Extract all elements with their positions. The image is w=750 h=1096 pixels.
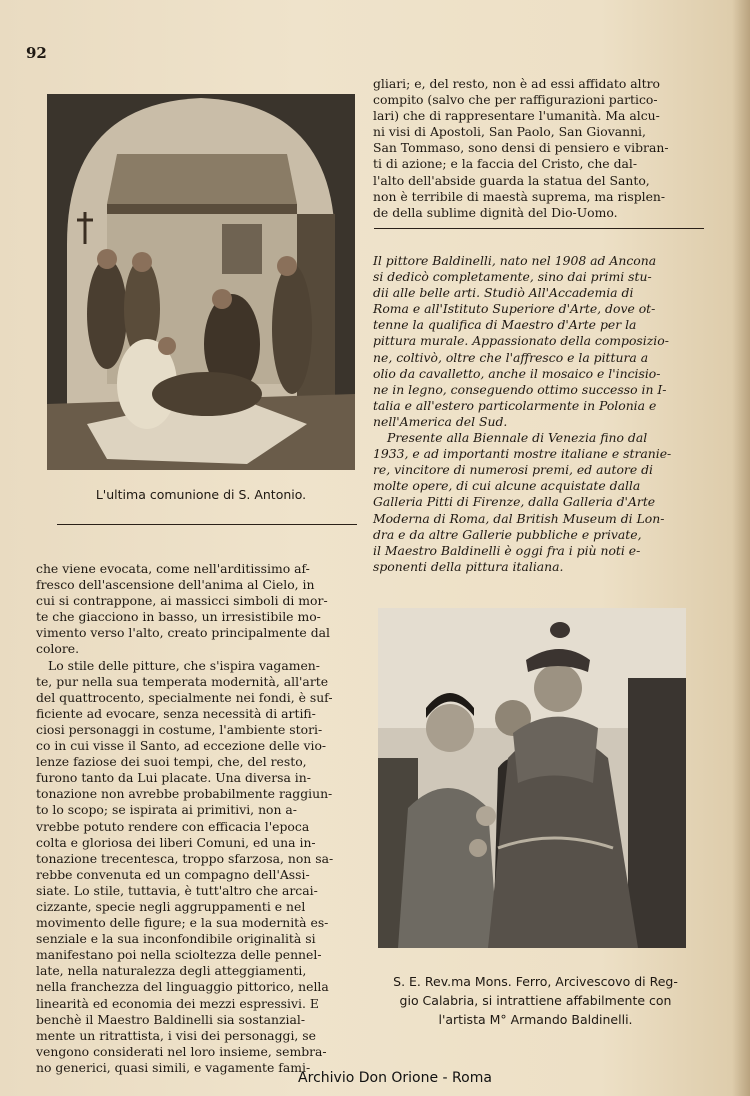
archive-footer: Archivio Don Orione - Roma [298,1070,492,1086]
text-line: vrebbe potuto rendere con efficacia l'epoca [36,818,310,834]
page-edge-shadow [732,0,750,1096]
text-line: nell'America del Sud. [373,413,508,429]
text-line: gliari; e, del resto, non è ad essi affidato altro [373,76,660,91]
painting-caption: L'ultima comunione di S. Antonio. [95,487,307,502]
text-line: pittura murale. Appassionato della composizio- [373,333,669,349]
text-line: olio da cavalletto, anche il mosaico e l'incisio- [373,365,661,381]
text-line: to lo scopo; se ispirata ai primitivi, non a- [36,802,297,818]
text-line: tonazione non avrebbe probabilmente raggiun- [36,786,333,802]
text-line: 1933, e ad importanti mostre italiane e stranie- [373,446,672,462]
text-line: benchè il Maestro Baldinelli sia sostanzial- [36,1011,306,1027]
text-line: non è terribile di maestà suprema, ma risplen- [373,188,666,204]
text-line: del quattrocento, specialmente nei fondi, è suf- [36,689,333,705]
text-line: co in cui visse il Santo, ad eccezione delle vio- [36,738,327,754]
text-line: il Maestro Baldinelli è oggi fra i più noti e- [373,542,641,558]
archbishop-illustration [378,608,686,948]
text-line: senziale e la sua inconfondibile originalità si [36,931,316,947]
text-line: mente un ritrattista, i visi dei personaggi, se [36,1027,316,1043]
text-line: no generici, quasi simili, e vagamente fami- [36,1059,311,1075]
article-right-top [373,76,703,221]
text-line: vimento verso l'alto, creato principalmente dal [36,625,330,641]
text-line: colta e gloriosa dei liberi Comuni, ed una in- [36,834,316,850]
divider-left [57,524,357,525]
text-line: San Tommaso, sono densi di pensiero e vibran- [373,140,669,156]
divider-right [374,228,704,229]
text-line: tenne la qualifica di Maestro d'Arte per la [373,317,637,333]
text-line: dra e da altre Gallerie pubbliche e private, [373,526,642,542]
archbishop-caption [373,972,698,1029]
text-line: sponenti della pittura italiana. [373,558,564,574]
text-line: Galleria Pitti di Firenze, dalla Galleria d'Arte [373,494,656,510]
caption-line: S. E. Rev.ma Mons. Ferro, Arcivescovo di Reg- [393,974,678,989]
text-line: movimento delle figure; e la sua modernità es- [36,915,329,931]
text-line: Presente alla Biennale di Venezia fino dal [387,430,648,446]
text-line: compito (salvo che per raffigurazioni partico- [373,92,658,108]
text-line: lari) che di rappresentare l'umanità. Ma alcu- [373,108,660,124]
text-line: l'alto dell'abside guarda la statua del Santo, [373,172,650,188]
text-line: fresco dell'ascensione dell'anima al Cielo, in [36,577,315,593]
text-line: ne in legno, conseguendo ottimo successo in I- [373,381,667,397]
text-line: Roma e all'Istituto Superiore d'Arte, dove ot- [373,301,656,317]
text-line: vengono considerati nel loro insieme, sembra- [36,1043,327,1059]
text-line: Il pittore Baldinelli, nato nel 1908 ad Ancona [373,253,657,268]
text-line: tonazione trecentesca, troppo sfarzosa, non sa- [36,850,334,866]
text-line: che viene evocata, come nell'arditissimo af- [36,561,310,576]
text-line: ni visi di Apostoli, San Paolo, San Giovanni, [373,124,646,140]
text-line: rebbe convenuta ed un compagno dell'Assi- [36,866,310,882]
text-line: talia e all'estero particolarmente in Polonia e [373,397,657,413]
text-line: ficiente ad evocare, senza necessità di artifi- [36,705,316,721]
text-line: te, pur nella sua temperata modernità, all'arte [36,673,329,689]
text-line: nella franchezza del linguaggio pittorico, nella [36,979,329,995]
painting-photo [47,94,355,470]
text-line: cizzante, specie negli aggruppamenti e nel [36,898,306,914]
text-line: siate. Lo stile, tuttavia, è tutt'altro che arcai- [36,882,318,898]
text-line: linearità ed economia dei mezzi espressivi. E [36,995,319,1011]
archbishop-photo [378,608,686,948]
text-line: de della sublime dignità del Dio-Uomo. [373,204,618,220]
caption-line: gio Calabria, si intrattiene affabilmente con [399,993,672,1008]
text-line: furono tanto da Lui placate. Una diversa in- [36,770,311,786]
text-line: Lo stile delle pitture, che s'ispira vagamen- [48,657,320,673]
text-line: dii alle belle arti. Studiò All'Accademia di [373,285,634,301]
text-line: cui si contrappone, ai massicci simboli di mor- [36,593,328,609]
text-line: te che giacciono in basso, un irresistibile mo- [36,609,321,625]
page-number: 92 [26,44,47,62]
painting-illustration [47,94,355,470]
text-line: ti di azione; e la faccia del Cristo, che dal- [373,156,638,172]
text-line: ne, coltivò, oltre che l'affresco e la pittura a [373,349,649,365]
text-line: late, nella naturalezza degli atteggiamenti, [36,963,307,979]
text-line: re, vincitore di numerosi premi, ed autore di [373,462,654,478]
text-line: colore. [36,641,80,657]
caption-line: l'artista M° Armando Baldinelli. [438,1012,633,1027]
text-line: ciosi personaggi in costume, l'ambiente stori- [36,721,323,737]
artist-biography [373,253,703,575]
text-line: lenze faziose dei suoi tempi, che, del resto, [36,754,307,770]
text-line: Moderna di Roma, dal British Museum di Lon- [373,510,665,526]
article-left [36,561,364,1076]
text-line: molte opere, di cui alcune acquistate dalla [373,478,641,494]
text-line: si dedicò completamente, sino dai primi stu- [373,269,652,285]
text-line: manifestano poi nella scioltezza delle pennel- [36,947,322,963]
